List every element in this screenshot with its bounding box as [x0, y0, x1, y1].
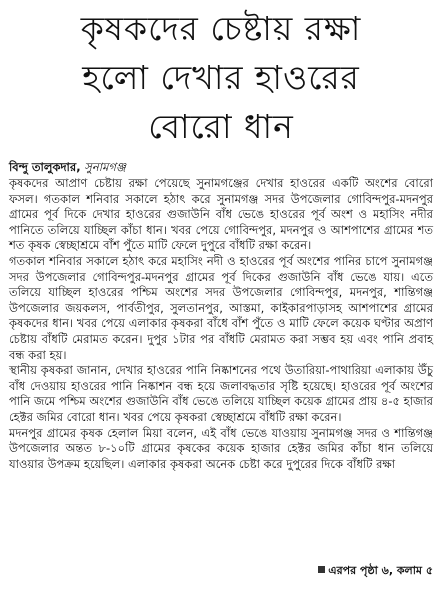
- byline-location: সুনামগঞ্জ: [84, 160, 126, 174]
- headline-line-2: হলো দেখার হাওরের: [82, 58, 360, 97]
- article-paragraph-1: কৃষকদের আপ্রাণ চেষ্টায় রক্ষা পেয়েছে সুনামগঞ্জের দেখার হাওরের একটি অংশের বোরো ফসল। গতকাল শনিবার সকালে হঠাৎ করে সুনামগঞ্জ সদর উপজেলার গোবিন্দপুর-মদনপুর গ্রামের পূর্ব দিকে দেখার হাওরের গুজাউনি বাঁধ ভেঙে হাওরের পূর্ব অংশ ও মহাসিং নদীর পানিতে তলিয়ে যাচ্ছিল কাঁচা ধান। খবর পেয়ে গোবিন্দপুর, মদনপুর ও আশপাশের গ্রামের শত শত কৃষক স্বেচ্ছাশ্রমে বাঁশ পুঁতে মাটি ফেলে দুপুরে বাঁধটি রক্ষা করেন।: [9, 176, 433, 253]
- byline: [9, 160, 433, 175]
- headline-line-1: কৃষকদের চেষ্টায় রক্ষা: [80, 9, 362, 48]
- article-paragraph-3: স্থানীয় কৃষকরা জানান, দেখার হাওরের পানি নিষ্কাশনের পথে উতারিয়া-পাথারিয়া এলাকায় উঁচু বাঁধ দেওয়ায় হাওরের পানি নিষ্কাশন বন্ধ হয়ে জলাবদ্ধতার সৃষ্টি হয়েছে। হাওরের পূর্ব অংশের পানি জমে পশ্চিম অংশের গুজাউনি বাঁধ ভেঙে তলিয়ে যাচ্ছিল কয়েক গ্রামের প্রায় ৪-৫ হাজার হেক্টর জমির বোরো ধান। খবর পেয়ে কৃষকরা স্বেচ্ছাশ্রমে বাঁধটি রক্ষা করেন।: [9, 363, 433, 424]
- continuation-note: [312, 562, 433, 581]
- continuation-text: এরপর পৃষ্ঠা ৬, কলাম ৫: [328, 564, 433, 577]
- byline-author: বিন্দু তালুকদার,: [9, 160, 81, 174]
- square-bullet-icon: [318, 566, 325, 573]
- headline-line-3: বোরো ধান: [148, 107, 294, 146]
- article-paragraph-2: গতকাল শনিবার সকালে হঠাৎ করে মহাসিং নদী ও হাওরের পূর্ব অংশের পানির চাপে সুনামগঞ্জ সদর উপজেলার গোবিন্দপুর-মদনপুর গ্রামের পূর্ব দিকের গুজাউনি বাঁধ ভেঙে যায়। এতে তলিয়ে যাচ্ছিল হাওরের পশ্চিম অংশের সদর উপজেলার গোবিন্দপুর, মদনপুর, শান্তিগঞ্জ উপজেলার জয়কলস, পার্বতীপুর, সুলতানপুর, আস্তমা, কাইকারপাড়াসহ আশপাশের গ্রামের কৃষকদের ধান। খবর পেয়ে এলাকার কৃষকরা বাঁধে বাঁশ পুঁতে ও মাটি ফেলে কয়েক ঘণ্টার অপ্রাণ চেষ্টায় বাঁধটি মেরামত করেন। দুপুর ১টার পর বাঁধটি মেরামত করা সম্ভব হয় এবং পানি প্রবাহ বন্ধ করা হয়।: [9, 253, 433, 362]
- article-paragraph-4: মদনপুর গ্রামের কৃষক হেলাল মিয়া বলেন, এই বাঁধ ভেঙে যাওয়ায় সুনামগঞ্জ সদর ও শান্তিগঞ্জ উপজেলার অন্তত ৮-১০টি গ্রামের কৃষকের কয়েক হাজার হেক্টর জমির কাঁচা ধান তলিয়ে যাওয়ার উপক্রম হয়েছিল। এলাকার কৃষকরা অনেক চেষ্টা করে দুপুরের দিকে বাঁধটি রক্ষা: [9, 425, 433, 471]
- headline: [9, 4, 433, 151]
- article-body: [9, 176, 433, 472]
